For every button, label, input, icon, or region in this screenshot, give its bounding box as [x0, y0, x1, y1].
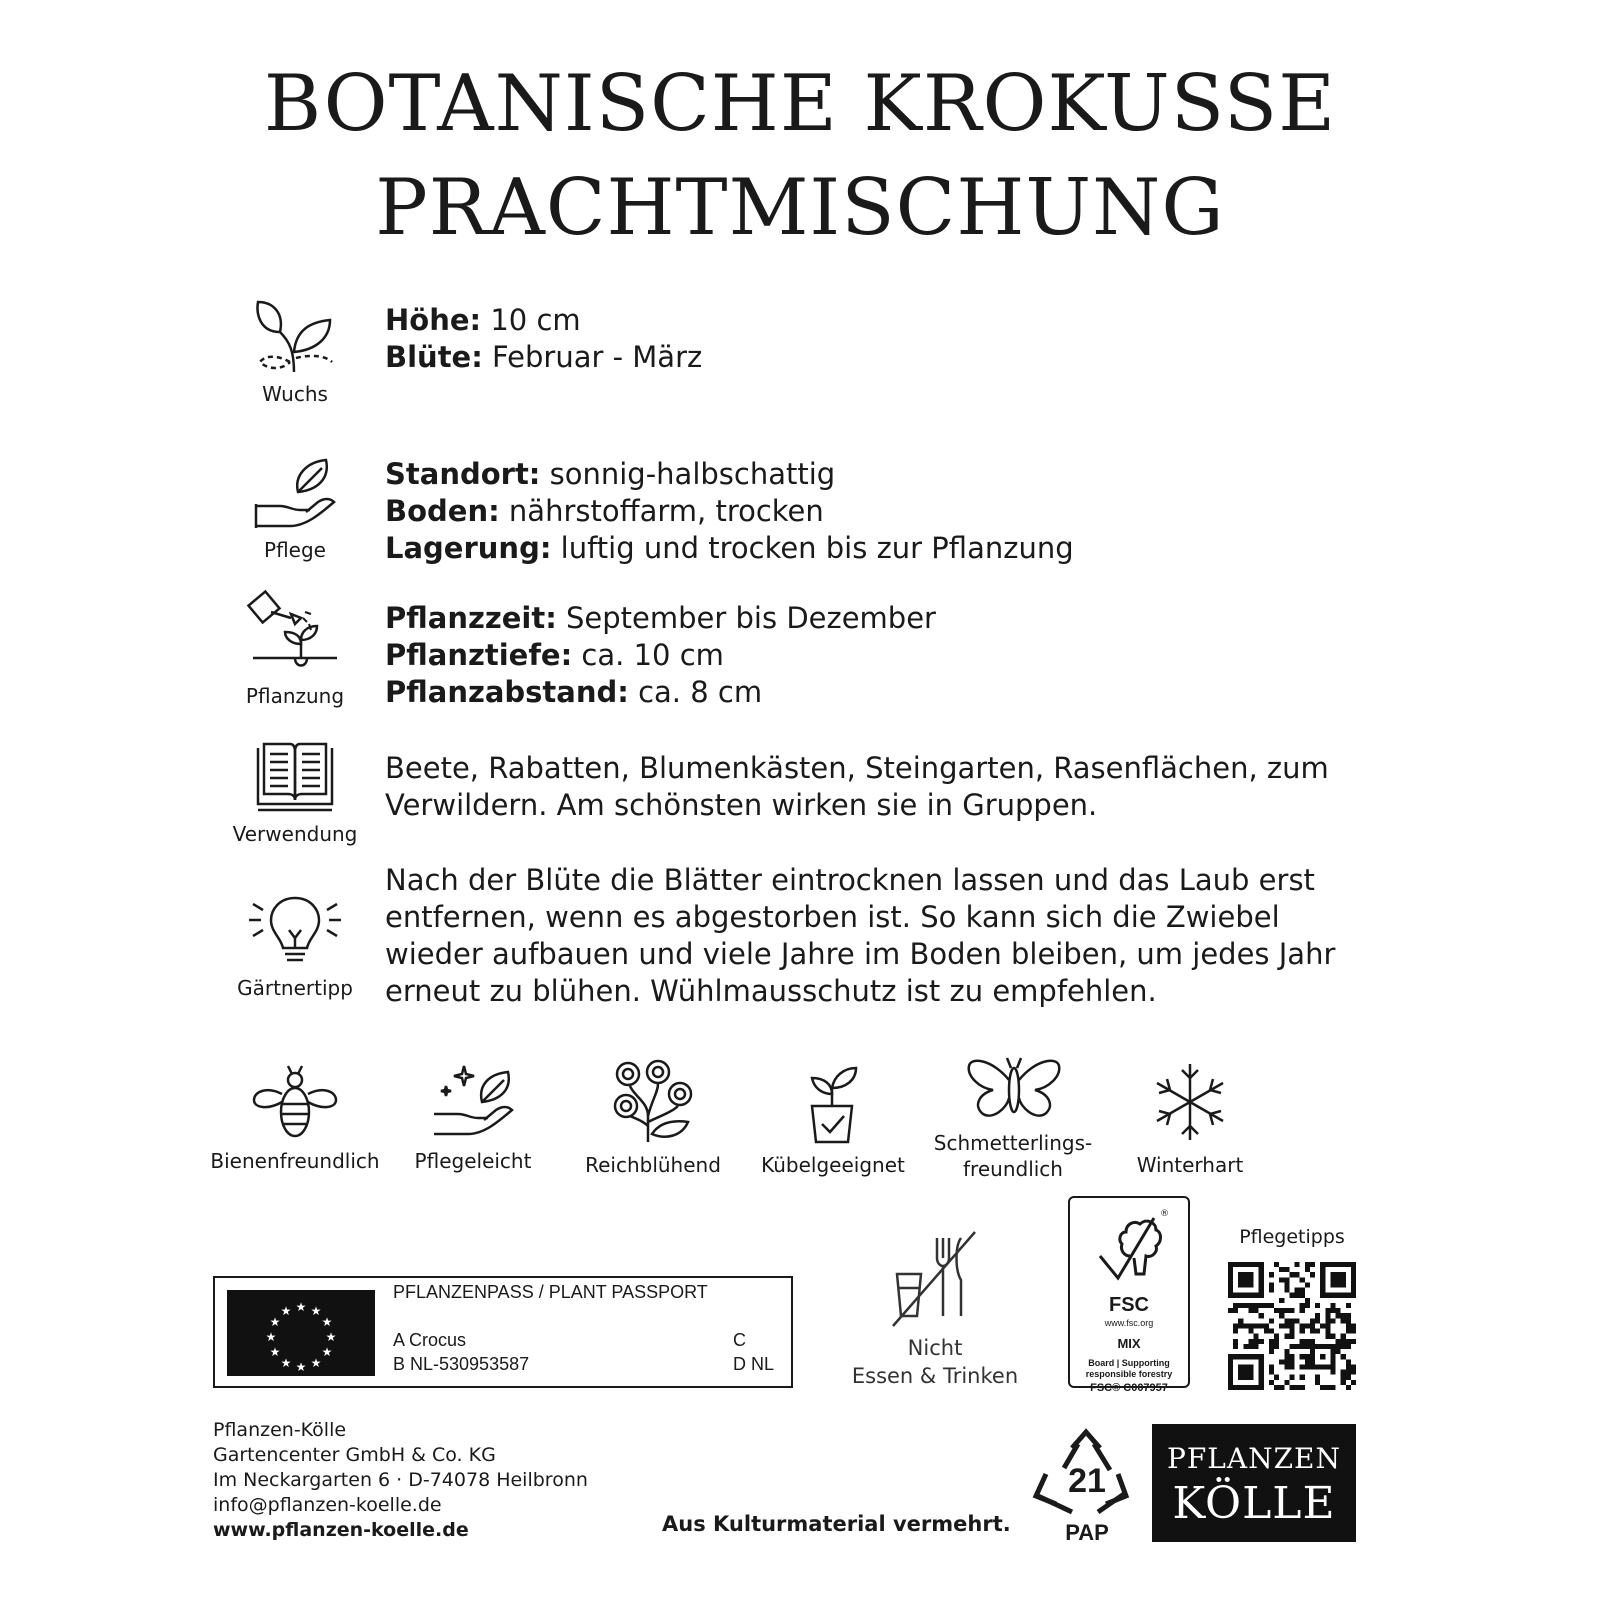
butterfly-icon — [963, 1050, 1063, 1122]
section-label: Verwendung — [232, 822, 358, 846]
feature-label: Bienenfreundlich — [210, 1149, 380, 1173]
svg-text:★: ★ — [265, 1330, 277, 1344]
brand-logo — [1152, 1424, 1356, 1542]
pot-plant-icon — [788, 1060, 878, 1144]
passport-field-d: D NL — [733, 1354, 775, 1374]
feature-label: Kübelgeeignet — [761, 1153, 905, 1177]
feature-label: Pflegeleicht — [414, 1149, 532, 1173]
feature-label: Winterhart — [1136, 1153, 1244, 1177]
section-text — [385, 600, 1345, 711]
logo-line-2: KÖLLE — [1172, 1478, 1336, 1529]
info-line: Blüte: Februar - März — [385, 340, 703, 374]
eu-flag-icon — [227, 1290, 375, 1376]
section-text — [385, 862, 1345, 1010]
no-food-icon — [885, 1230, 985, 1330]
section-icon-col — [215, 456, 375, 562]
svg-text:★: ★ — [295, 1360, 307, 1374]
svg-text:★: ★ — [321, 1315, 333, 1329]
fsc-url: www.fsc.org — [1104, 1318, 1154, 1328]
qr-label: Pflegetipps — [1239, 1226, 1345, 1248]
fsc-code: FSC® C007957 — [1090, 1382, 1168, 1394]
section-text — [385, 302, 1345, 376]
info-line: Pflanzzeit: September bis Dezember — [385, 601, 936, 635]
fsc-type: MIX — [1117, 1336, 1141, 1351]
passport-field-a: A Crocus — [393, 1330, 467, 1350]
no-eat-line-2: Essen & Trinken — [851, 1364, 1019, 1388]
passport-field-b: B NL-530953587 — [393, 1354, 530, 1374]
company-address — [213, 1418, 588, 1543]
logo-line-1: PFLANZEN — [1167, 1442, 1341, 1475]
section-icon-col — [215, 890, 375, 1000]
hand-leaf-icon — [250, 456, 340, 532]
section-icon-col — [215, 588, 375, 708]
svg-text:★: ★ — [295, 1300, 307, 1314]
snowflake-icon — [1145, 1060, 1235, 1144]
info-paragraph: Beete, Rabatten, Blumenkästen, Steingarten, Rasenflächen, zum Verwildern. Am schönsten wirken sie in Gruppen. — [385, 751, 1329, 822]
qr-code-icon[interactable] — [1228, 1262, 1356, 1390]
feature-reichbluehend — [563, 1060, 743, 1178]
section-text — [385, 750, 1345, 824]
address-email[interactable]: info@pflanzen-koelle.de — [213, 1494, 442, 1516]
address-line-2: Gartencenter GmbH & Co. KG — [213, 1444, 496, 1466]
svg-text:★: ★ — [269, 1315, 281, 1329]
info-line: Höhe: 10 cm — [385, 303, 581, 337]
feature-label: Schmetterlings- freundlich — [933, 1131, 1093, 1181]
section-label: Pflanzung — [245, 684, 345, 708]
watering-can-icon — [245, 588, 345, 678]
section-icon-col — [215, 740, 375, 846]
address-website[interactable]: www.pflanzen-koelle.de — [213, 1519, 469, 1541]
page-title — [0, 52, 1600, 260]
section-icon-col — [215, 292, 375, 406]
feature-label: Reichblühend — [585, 1153, 721, 1177]
svg-text:★: ★ — [325, 1330, 337, 1344]
feature-pflegeleicht — [383, 1060, 563, 1174]
recycling-symbol — [1028, 1428, 1146, 1548]
no-eat-warning — [840, 1230, 1030, 1390]
svg-text:★: ★ — [310, 1356, 322, 1370]
sparkle-hand-leaf-icon — [428, 1060, 518, 1140]
info-line: Boden: nährstoffarm, trocken — [385, 494, 824, 528]
fsc-badge — [1068, 1196, 1190, 1394]
feature-schmetterlingsfreundlich — [923, 1050, 1103, 1182]
book-icon — [250, 740, 340, 816]
passport-title: PFLANZENPASS / PLANT PASSPORT — [393, 1282, 708, 1302]
fsc-tree-icon — [1094, 1204, 1168, 1294]
svg-text:®: ® — [1160, 1209, 1169, 1219]
info-paragraph: Nach der Blüte die Blätter eintrocknen lassen und das Laub erst entfernen, wenn es abgestorben ist. So kann sich die Zwiebel wieder aufbauen und viele Jahre im Boden bleiben, um jedes Jahr erneut zu blühen. Wühlmausschutz ist zu empfehlen. — [385, 863, 1336, 1008]
recycling-number: 21 — [1068, 1462, 1106, 1500]
address-line-1: Pflanzen-Kölle — [213, 1419, 347, 1441]
bee-icon — [250, 1060, 340, 1140]
address-line-3: Im Neckargarten 6 · D-74078 Heilbronn — [213, 1469, 588, 1491]
section-label: Wuchs — [262, 382, 328, 406]
title-line-1: BOTANISCHE KROKUSSE — [263, 59, 1337, 149]
footer-note: Aus Kulturmaterial vermehrt. — [662, 1512, 1011, 1536]
recycling-code: PAP — [1065, 1520, 1109, 1545]
fsc-name: FSC — [1109, 1294, 1149, 1316]
section-label: Gärtnertipp — [237, 976, 353, 1000]
title-line-2: PRACHTMISCHUNG — [375, 163, 1225, 253]
info-line: Lagerung: luftig und trocken bis zur Pflanzung — [385, 531, 1074, 565]
plant-passport — [213, 1276, 793, 1388]
no-eat-line-1: Nicht — [907, 1336, 963, 1360]
feature-bienenfreundlich — [205, 1060, 385, 1174]
info-line: Pflanzabstand: ca. 8 cm — [385, 675, 763, 709]
info-line: Pflanztiefe: ca. 10 cm — [385, 638, 724, 672]
passport-field-c: C — [733, 1330, 746, 1350]
svg-text:★: ★ — [321, 1345, 333, 1359]
svg-text:★: ★ — [280, 1356, 292, 1370]
lightbulb-icon — [245, 890, 345, 970]
feature-kuebelgeeignet — [743, 1060, 923, 1178]
svg-text:★: ★ — [269, 1345, 281, 1359]
feature-winterhart — [1100, 1060, 1280, 1178]
section-label: Pflege — [264, 538, 326, 562]
plant-growth-icon — [250, 292, 340, 376]
flowers-icon — [608, 1060, 698, 1144]
section-text — [385, 456, 1345, 567]
svg-text:★: ★ — [280, 1304, 292, 1318]
fsc-description: Board | Supporting responsible forestry — [1085, 1358, 1173, 1379]
svg-text:★: ★ — [310, 1304, 322, 1318]
info-line: Standort: sonnig-halbschattig — [385, 457, 836, 491]
